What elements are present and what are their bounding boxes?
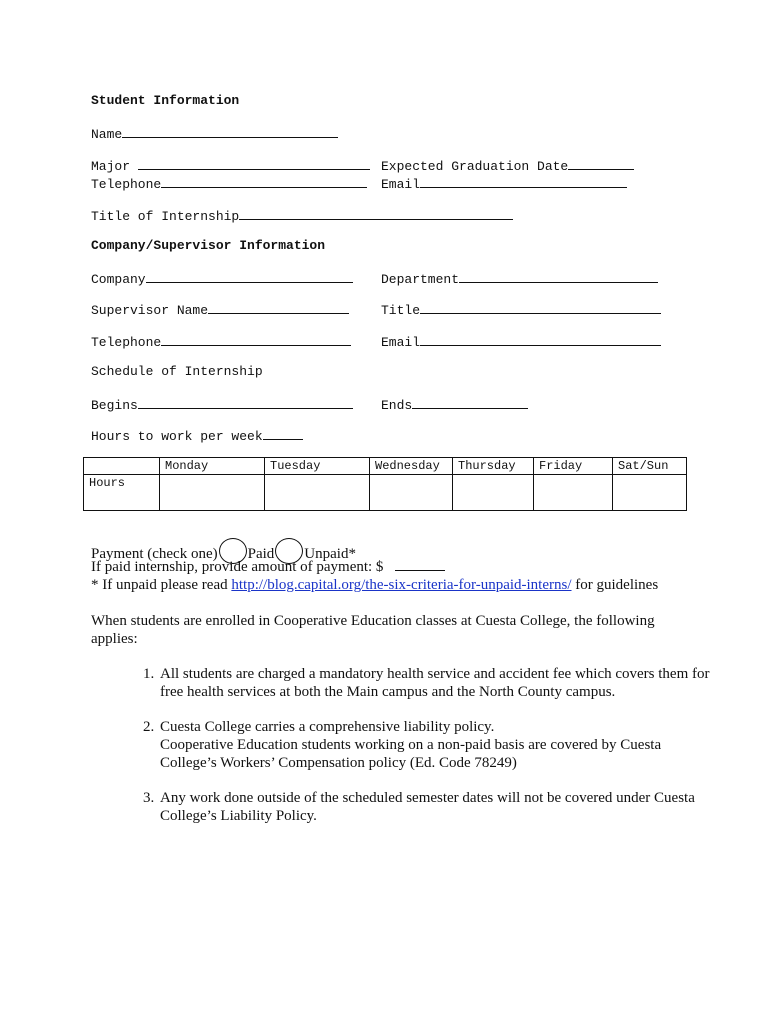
unpaid-note-prefix: * If unpaid please read (91, 577, 228, 593)
schedule-hours-monday-cell[interactable] (160, 475, 265, 511)
company-email-field[interactable] (381, 333, 661, 351)
policy-item-1 (158, 665, 718, 701)
ends-field[interactable] (381, 396, 528, 414)
policy-item-2-text: Cuesta College carries a comprehensive liability policy. (160, 719, 495, 735)
name-input-line[interactable] (122, 125, 338, 138)
ends-input-line[interactable] (412, 396, 528, 409)
supervisor-name-input-line[interactable] (208, 301, 349, 314)
expected-graduation-field[interactable] (381, 157, 634, 175)
major-input-line[interactable] (138, 157, 370, 170)
policy-intro: When students are enrolled in Cooperative Education classes at Cuesta College, the following applies: (91, 613, 655, 647)
major-field[interactable] (91, 157, 370, 175)
department-input-line[interactable] (459, 270, 658, 283)
expected-graduation-input-line[interactable] (568, 157, 634, 170)
company-email-label: Email (381, 335, 421, 350)
schedule-col-monday: Monday (160, 458, 265, 475)
unpaid-note-suffix: for guidelines (575, 577, 659, 593)
schedule-hours-friday-cell[interactable] (534, 475, 613, 511)
hours-per-week-label: Hours to work per week (91, 429, 263, 444)
company-info-heading: Company/Supervisor Information (91, 238, 326, 253)
company-email-input-line[interactable] (420, 333, 661, 346)
title-of-internship-input-line[interactable] (239, 207, 513, 220)
department-field[interactable] (381, 270, 658, 288)
begins-input-line[interactable] (138, 396, 353, 409)
schedule-table (83, 457, 687, 511)
company-field[interactable] (91, 270, 353, 288)
department-label: Department (381, 272, 460, 287)
policy-item-1-text: All students are charged a mandatory health service and accident fee which covers them for free health services at both the Main campus and the North County campus. (160, 666, 710, 700)
schedule-hours-tuesday-cell[interactable] (265, 475, 370, 511)
supervisor-title-field[interactable] (381, 301, 661, 319)
company-telephone-label: Telephone (91, 335, 162, 350)
supervisor-title-input-line[interactable] (420, 301, 661, 314)
student-email-field[interactable] (381, 175, 627, 193)
supervisor-title-label: Title (381, 303, 421, 318)
schedule-table-header-row (84, 458, 687, 475)
payment-label: Payment (check one) (91, 546, 218, 562)
name-label: Name (91, 127, 123, 142)
begins-label: Begins (91, 398, 138, 413)
schedule-hours-label: Hours (84, 475, 160, 511)
expected-graduation-label: Expected Graduation Date (381, 159, 569, 174)
policy-item-2-extra: Cooperative Education students working on a non-paid basis are covered by Cuesta College’s Workers’ Compensation policy (Ed. Code 78249) (160, 737, 662, 771)
schedule-hours-thursday-cell[interactable] (453, 475, 534, 511)
schedule-table-corner-cell (84, 458, 160, 475)
schedule-col-sat-sun: Sat/Sun (613, 458, 687, 475)
policy-item-2 (158, 718, 718, 772)
paid-amount-row (91, 559, 445, 576)
title-of-internship-field[interactable] (91, 207, 513, 225)
unpaid-note-row (91, 577, 658, 594)
policy-list (118, 665, 718, 842)
student-email-label: Email (381, 177, 421, 192)
student-info-heading: Student Information (91, 93, 240, 108)
company-input-line[interactable] (146, 270, 353, 283)
paid-amount-input-line[interactable] (395, 560, 445, 571)
hours-per-week-input-line[interactable] (263, 427, 303, 440)
schedule-of-internship-label: Schedule of Internship (91, 364, 263, 379)
student-email-input-line[interactable] (420, 175, 627, 188)
begins-field[interactable] (91, 396, 353, 414)
supervisor-name-field[interactable] (91, 301, 349, 319)
company-telephone-field[interactable] (91, 333, 351, 351)
company-label: Company (91, 272, 146, 287)
schedule-col-tuesday: Tuesday (265, 458, 370, 475)
schedule-col-wednesday: Wednesday (370, 458, 453, 475)
name-field[interactable] (91, 125, 338, 143)
major-label: Major (91, 159, 131, 174)
paid-amount-label: If paid internship, provide amount of payment: $ (91, 559, 384, 575)
company-telephone-input-line[interactable] (161, 333, 351, 346)
schedule-col-friday: Friday (534, 458, 613, 475)
schedule-col-thursday: Thursday (453, 458, 534, 475)
unpaid-label: Unpaid* (304, 546, 356, 562)
hours-per-week-field[interactable] (91, 427, 303, 445)
student-telephone-input-line[interactable] (161, 175, 367, 188)
schedule-hours-row (84, 475, 687, 511)
schedule-hours-sat-sun-cell[interactable] (613, 475, 687, 511)
policy-item-3-text: Any work done outside of the scheduled semester dates will not be covered under Cuesta College’s Liability Policy. (160, 790, 695, 824)
student-telephone-field[interactable] (91, 175, 367, 193)
student-telephone-label: Telephone (91, 177, 162, 192)
supervisor-name-label: Supervisor Name (91, 303, 209, 318)
ends-label: Ends (381, 398, 413, 413)
unpaid-guidelines-link[interactable]: http://blog.capital.org/the-six-criteria-for-unpaid-interns/ (231, 577, 572, 593)
title-of-internship-label: Title of Internship (91, 209, 240, 224)
paid-label: Paid (247, 546, 275, 562)
policy-item-3 (158, 789, 718, 825)
schedule-hours-wednesday-cell[interactable] (370, 475, 453, 511)
